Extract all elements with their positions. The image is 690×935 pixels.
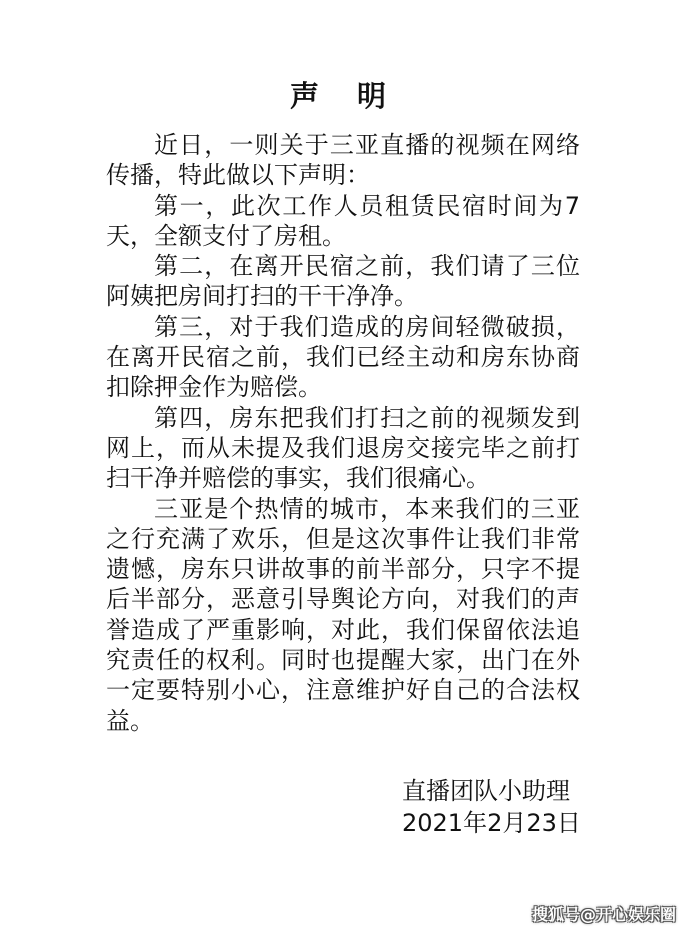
signature-block	[402, 775, 602, 839]
paragraph-first: 第一，此次工作人员租赁民宿时间为7天，全额支付了房租。	[106, 191, 580, 250]
statement-body	[106, 130, 580, 736]
signature-date: 2021年2月23日	[402, 809, 581, 837]
document-title: 声 明	[289, 79, 401, 113]
paragraph-second: 第二，在离开民宿之前，我们请了三位阿姨把房间打扫的干干净净。	[106, 252, 580, 311]
paragraph-closing: 三亚是个热情的城市，本来我们的三亚之行充满了欢乐，但是这次事件让我们非常遗憾，房东只讲故事的前半部分，只字不提后半部分，恶意引导舆论方向，对我们的声誉造成了严重影响，对此，我们保留依法追究责任的权利。同时也提醒大家，出门在外一定要特别小心，注意维护好自己的合法权益。	[106, 494, 580, 735]
watermark: 搜狐号@开心娱乐圈	[531, 905, 676, 924]
paragraph-intro: 近日，一则关于三亚直播的视频在网络传播，特此做以下声明：	[106, 131, 580, 190]
paragraph-third: 第三，对于我们造成的房间轻微破损，在离开民宿之前，我们已经主动和房东协商扣除押金作为赔偿。	[106, 312, 580, 402]
signature-name: 直播团队小助理	[402, 777, 570, 805]
paragraph-fourth: 第四，房东把我们打扫之前的视频发到网上，而从未提及我们退房交接完毕之前打扫干净并赔偿的事实，我们很痛心。	[106, 403, 580, 493]
